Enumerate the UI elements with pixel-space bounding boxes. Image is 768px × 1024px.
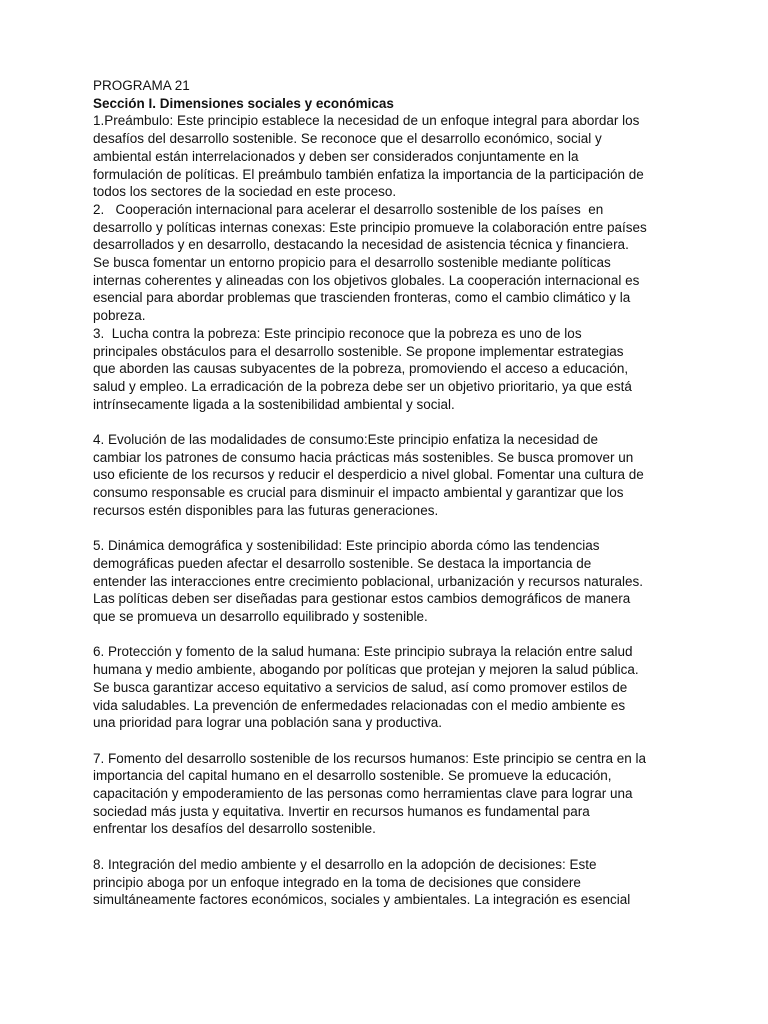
paragraph-spacer bbox=[93, 626, 683, 644]
paragraph-line: recursos estén disponibles para las futuras generaciones. bbox=[93, 502, 439, 518]
paragraph-8 bbox=[93, 856, 683, 909]
paragraph-spacer bbox=[93, 520, 683, 538]
paragraph-line: 7. Fomento del desarrollo sostenible de los recursos humanos: Este principio se centra en la bbox=[93, 750, 647, 766]
paragraph-line: capacitación y empoderamiento de las personas como herramientas clave para lograr una bbox=[93, 786, 633, 802]
paragraph-line: sociedad más justa y equitativa. Invertir en recursos humanos es fundamental para bbox=[93, 803, 590, 819]
paragraph-line: que aborden las causas subyacentes de la pobreza, promoviendo el acceso a educación, bbox=[93, 361, 629, 377]
paragraph-line: vida saludables. La prevención de enfermedades relacionadas con el medio ambiente es bbox=[93, 697, 626, 713]
paragraph-line: entender las interacciones entre crecimiento poblacional, urbanización y recursos naturales. bbox=[93, 573, 644, 589]
paragraph-5 bbox=[93, 537, 683, 626]
paragraph-7 bbox=[93, 750, 683, 839]
paragraph-line: Se busca garantizar acceso equitativo a servicios de salud, así como promover estilos de bbox=[93, 679, 628, 695]
paragraph-line: 6. Protección y fomento de la salud humana: Este principio subraya la relación entre salud bbox=[93, 644, 633, 660]
document-title: PROGRAMA 21 bbox=[93, 78, 190, 93]
paragraph-line: principales obstáculos para el desarrollo sostenible. Se propone implementar estrategias bbox=[93, 343, 624, 359]
paragraph-spacer bbox=[93, 732, 683, 750]
paragraph-line: formulación de políticas. El preámbulo también enfatiza la importancia de la participación de bbox=[93, 166, 644, 182]
paragraph-line: demográficas pueden afectar el desarrollo sostenible. Se destaca la importancia de bbox=[93, 555, 592, 571]
paragraph-line: desafíos del desarrollo sostenible. Se reconoce que el desarrollo económico, social y bbox=[93, 131, 602, 147]
paragraph-line: intrínsecamente ligada a la sostenibilidad ambiental y social. bbox=[93, 396, 455, 412]
paragraph-line: Las políticas deben ser diseñadas para gestionar estos cambios demográficos de manera bbox=[93, 591, 631, 607]
paragraph-line: enfrentar los desafíos del desarrollo sostenible. bbox=[93, 821, 376, 837]
paragraph-line: principio aboga por un enfoque integrado en la toma de decisiones que considere bbox=[93, 874, 581, 890]
paragraph-1 bbox=[93, 112, 683, 201]
paragraph-line: salud y empleo. La erradicación de la pobreza debe ser un objetivo prioritario, ya que está bbox=[93, 378, 632, 394]
paragraph-line: ambiental están interrelacionados y deben ser considerados conjuntamente en la bbox=[93, 148, 579, 164]
paragraph-line: importancia del capital humano en el desarrollo sostenible. Se promueve la educación, bbox=[93, 768, 612, 784]
document-page bbox=[93, 77, 683, 909]
paragraph-line: internas coherentes y alineadas con los objetivos globales. La cooperación internacional es bbox=[93, 272, 640, 288]
paragraph-line: que se promueva un desarrollo equilibrado y sostenible. bbox=[93, 609, 428, 625]
section-heading: Sección I. Dimensiones sociales y económicas bbox=[93, 95, 394, 111]
paragraph-line: todos los sectores de la sociedad en este proceso. bbox=[93, 184, 397, 200]
paragraph-line: humana y medio ambiente, abogando por políticas que protejan y mejoren la salud pública. bbox=[93, 662, 639, 678]
paragraph-line: 3. Lucha contra la pobreza: Este principio reconoce que la pobreza es uno de los bbox=[93, 325, 582, 341]
paragraph-line: Se busca fomentar un entorno propicio para el desarrollo sostenible mediante políticas bbox=[93, 255, 611, 271]
paragraph-line: 8. Integración del medio ambiente y el desarrollo en la adopción de decisiones: Este bbox=[93, 856, 597, 872]
paragraph-line: 5. Dinámica demográfica y sostenibilidad: Este principio aborda cómo las tendencias bbox=[93, 538, 600, 554]
paragraph-3 bbox=[93, 325, 683, 414]
paragraph-line: 4. Evolución de las modalidades de consumo:Este principio enfatiza la necesidad de bbox=[93, 432, 599, 448]
paragraph-line: esencial para abordar problemas que trascienden fronteras, como el cambio climático y la bbox=[93, 290, 631, 306]
paragraph-line: pobreza. bbox=[93, 308, 146, 324]
paragraph-4 bbox=[93, 431, 683, 520]
paragraph-6 bbox=[93, 643, 683, 732]
paragraph-line: uso eficiente de los recursos y reducir el desperdicio a nivel global. Fomentar una cultura de bbox=[93, 467, 644, 483]
paragraph-line: desarrollo y políticas internas conexas: Este principio promueve la colaboración entre países bbox=[93, 219, 647, 235]
paragraph-spacer bbox=[93, 838, 683, 856]
paragraph-line: 1.Preámbulo: Este principio establece la necesidad de un enfoque integral para abordar los bbox=[93, 113, 640, 129]
paragraph-line: desarrollados y en desarrollo, destacando la necesidad de asistencia técnica y financiera. bbox=[93, 237, 629, 253]
paragraph-line: simultáneamente factores económicos, sociales y ambientales. La integración es esencial bbox=[93, 892, 631, 908]
paragraph-line: una prioridad para lograr una población sana y productiva. bbox=[93, 715, 442, 731]
paragraph-spacer bbox=[93, 413, 683, 431]
paragraph-line: 2. Cooperación internacional para acelerar el desarrollo sostenible de los países en bbox=[93, 201, 604, 217]
paragraph-line: consumo responsable es crucial para disminuir el impacto ambiental y garantizar que los bbox=[93, 485, 624, 501]
paragraph-line: cambiar los patrones de consumo hacia prácticas más sostenibles. Se busca promover un bbox=[93, 449, 634, 465]
paragraph-2 bbox=[93, 201, 683, 325]
